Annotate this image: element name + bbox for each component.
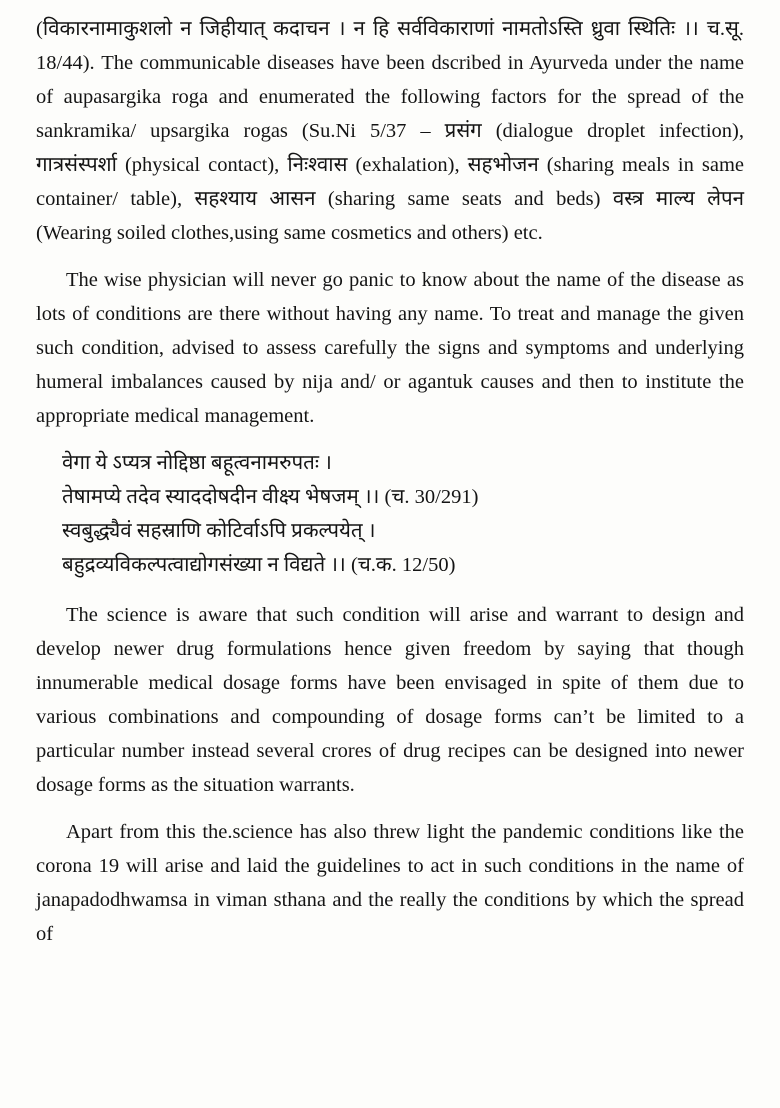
sanskrit-verse-block [36,446,744,582]
paragraph-wise-physician: The wise physician will never go panic to know about the name of the disease as lots of conditions are there without having any name. To treat and manage the given such condition, advised to assess carefully the signs and symptoms and underlying humeral imbalances caused by nija and/ or agantuk causes and then to institute the appropriate medical management. [36,269,744,427]
paragraph-drug-formulations: The science is aware that such condition will arise and warrant to design and develop newer drug formulations hence given freedom by saying that though innumerable medical dosage forms have been envisaged in spite of them due to various combinations and compounding of dosage forms can’t be limited to a particular number instead several crores of drug recipes can be designed into newer dosage forms as the situation warrants. [36,604,744,796]
verse-line-3: स्वबुद्ध्यैवं सहस्राणि कोटिर्वाऽपि प्रकल्पयेत् । [62,520,376,542]
paragraph-pandemic-janapadodhwamsa: Apart from this the.science has also threw light the pandemic conditions like the corona 19 will arise and laid the guidelines to act in such conditions in the name of janapadodhwamsa in viman sthana and the really the conditions by which the spread of [36,821,744,945]
verse-line-4: बहुद्रव्यविकल्पत्वाद्योगसंख्या न विद्यते ।। (च.क. 12/50) [62,554,456,576]
paragraph-communicable-diseases: (विकारनामाकुशलो न जिहीयात् कदाचन । न हि सर्वविकाराणां नामतोऽस्ति ध्रुवा स्थितिः ।। च.सू. 18/44). The communicable diseases have been dscribed in Ayurveda under the name of aupasargika roga and enumerated the following factors for the spread of the sankramika/ upsargika rogas (Su.Ni 5/37 – प्रसंग (dialogue droplet infection), गात्रसंस्पर्शा (physical contact), निःश्वास (exhalation), सहभोजन (sharing meals in same container/ table), सहश्याय आसन (sharing same seats and beds) वस्त्र माल्य लेपन (Wearing soiled clothes,using same cosmetics and others) etc. [36,18,744,244]
verse-line-2: तेषामप्ये तदेव स्याददोषदीन वीक्ष्य भेषजम् ।। (च. 30/291) [62,486,479,508]
verse-line-1: वेगा ये ऽप्यत्र नोद्दिष्ठा बहूत्वनामरुपतः । [62,452,332,474]
